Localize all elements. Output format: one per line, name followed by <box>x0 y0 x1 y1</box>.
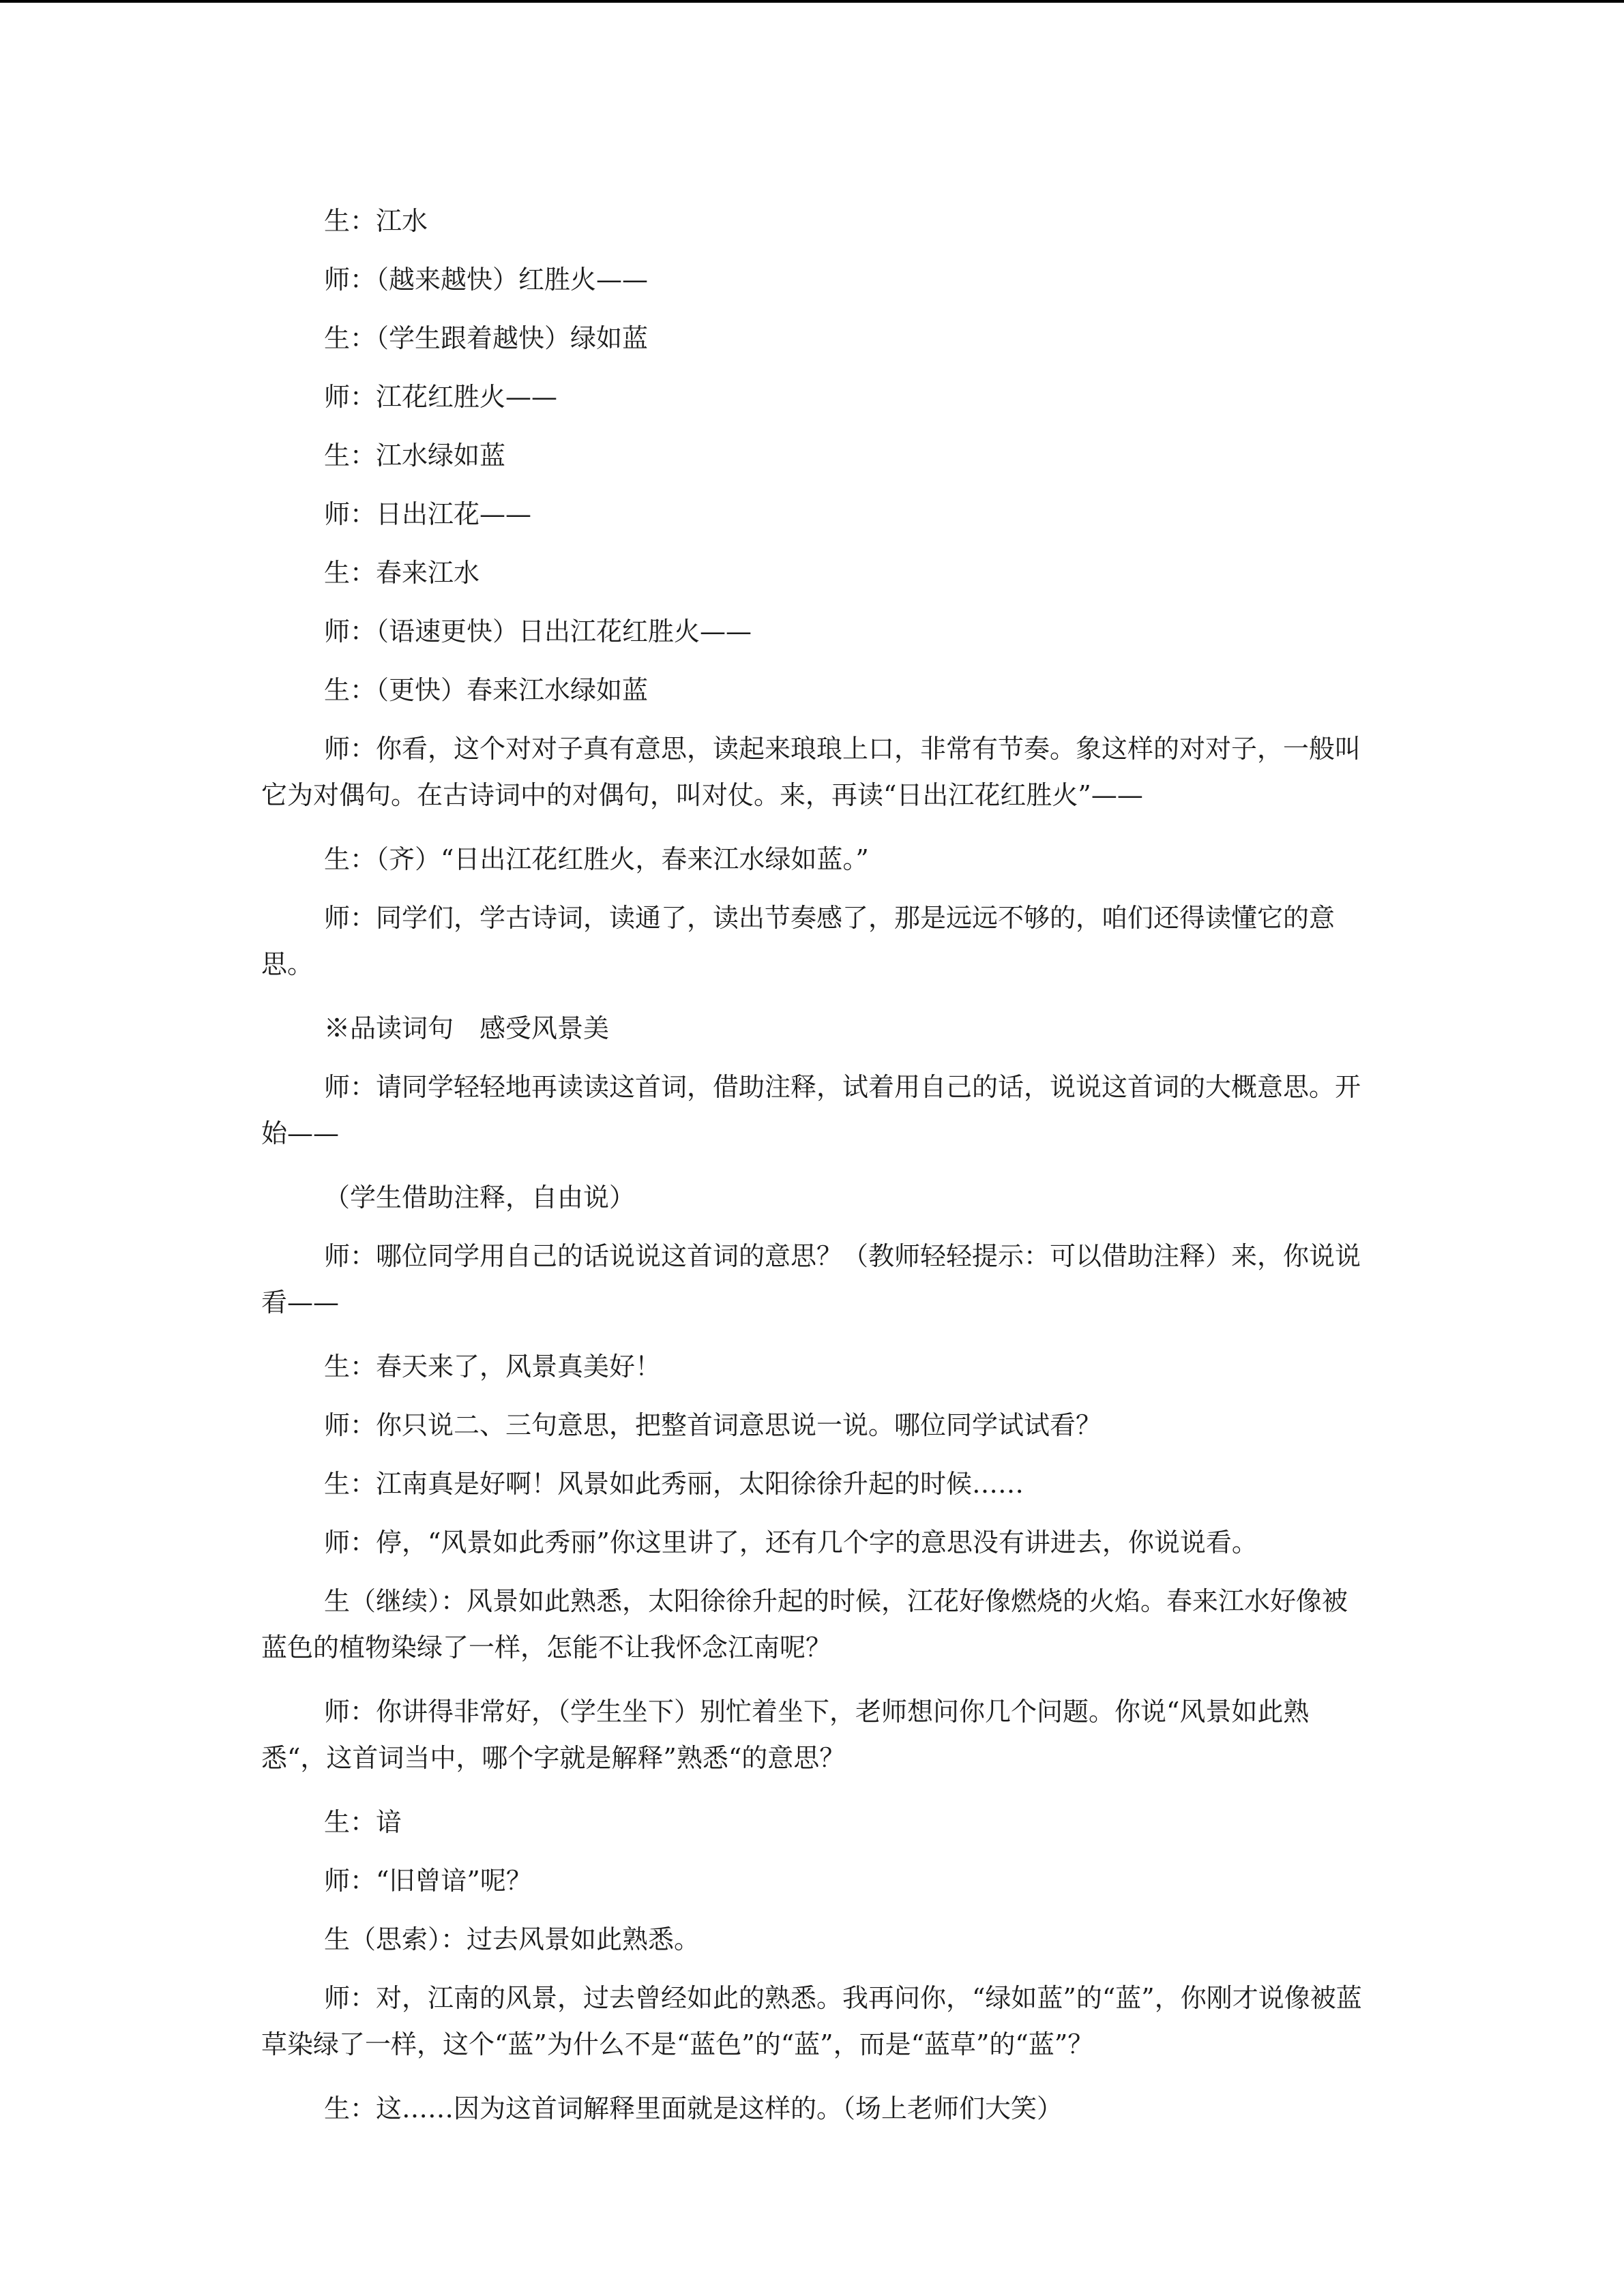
dialogue-line-4: 师：江花红胜火—— <box>324 382 558 412</box>
dialogue-line-23: 生：谙 <box>324 1807 402 1837</box>
dialogue-line-7: 生：春来江水 <box>324 558 480 588</box>
dialogue-line-9: 生：（更快）春来江水绿如蓝 <box>324 675 649 705</box>
dialogue-line-3: 生：（学生跟着越快）绿如蓝 <box>324 323 649 353</box>
dialogue-line-22: 师：你讲得非常好，（学生坐下）别忙着坐下，老师想问你几个问题。你说“风景如此熟悉“，这首词当中，哪个字就是解释”熟悉“的意思？ <box>261 1697 1310 1773</box>
stage-direction: （学生借助注释，自由说） <box>324 1182 636 1212</box>
dialogue-line-20: 师：停，“风景如此秀丽”你这里讲了，还有几个字的意思没有讲进去，你说说看。 <box>324 1527 1258 1557</box>
dialogue-line-26: 师：对，江南的风景，过去曾经如此的熟悉。我再问你，“绿如蓝”的“蓝”，你刚才说像被蓝草染绿了一样，这个“蓝”为什么不是“蓝色”的“蓝”，而是“蓝草”的“蓝”？ <box>261 1983 1362 2059</box>
page-top-border <box>0 0 1624 3</box>
dialogue-line-12: 师：同学们，学古诗词，读通了，读出节奏感了，那是远远不够的，咱们还得读懂它的意思。 <box>261 903 1335 979</box>
dialogue-line-18: 师：你只说二、三句意思，把整首词意思说一说。哪位同学试试看？ <box>324 1410 1102 1440</box>
dialogue-line-16: 师：哪位同学用自己的话说说这首词的意思？（教师轻轻提示：可以借助注释）来，你说说看—— <box>261 1241 1361 1317</box>
dialogue-line-25: 生（思索）：过去风景如此熟悉。 <box>324 1924 700 1954</box>
dialogue-line-17: 生：春天来了，风景真美好！ <box>324 1352 662 1382</box>
dialogue-line-14: 师：请同学轻轻地再读读这首词，借助注释，试着用自己的话，说说这首词的大概意思。开始—— <box>261 1072 1361 1148</box>
section-heading: ※品读词句 感受风景美 <box>324 1013 610 1043</box>
dialogue-line-19: 生：江南真是好啊！风景如此秀丽，太阳徐徐升起的时候…… <box>324 1469 1024 1499</box>
document-page <box>261 198 1366 2144</box>
dialogue-line-24: 师：“旧曾谙”呢？ <box>324 1866 532 1896</box>
dialogue-line-27: 生：这……因为这首词解释里面就是这样的。（场上老师们大笑） <box>324 2093 1063 2123</box>
dialogue-line-8: 师：（语速更快）日出江花红胜火—— <box>324 616 752 646</box>
dialogue-line-5: 生：江水绿如蓝 <box>324 441 506 471</box>
dialogue-line-6: 师：日出江花—— <box>324 499 532 529</box>
dialogue-line-1: 生：江水 <box>324 206 428 236</box>
dialogue-line-11: 生：（齐）“日出江花红胜火，春来江水绿如蓝。” <box>324 844 869 874</box>
dialogue-line-10: 师：你看，这个对对子真有意思，读起来琅琅上口，非常有节奏。象这样的对对子，一般叫它为对偶句。在古诗词中的对偶句，叫对仗。来，再读“日出江花红胜火”—— <box>261 734 1361 810</box>
dialogue-line-2: 师：（越来越快）红胜火—— <box>324 265 649 295</box>
dialogue-line-21: 生（继续）：风景如此熟悉，太阳徐徐升起的时候，江花好像燃烧的火焰。春来江水好像被蓝色的植物染绿了一样，怎能不让我怀念江南呢？ <box>261 1586 1348 1663</box>
